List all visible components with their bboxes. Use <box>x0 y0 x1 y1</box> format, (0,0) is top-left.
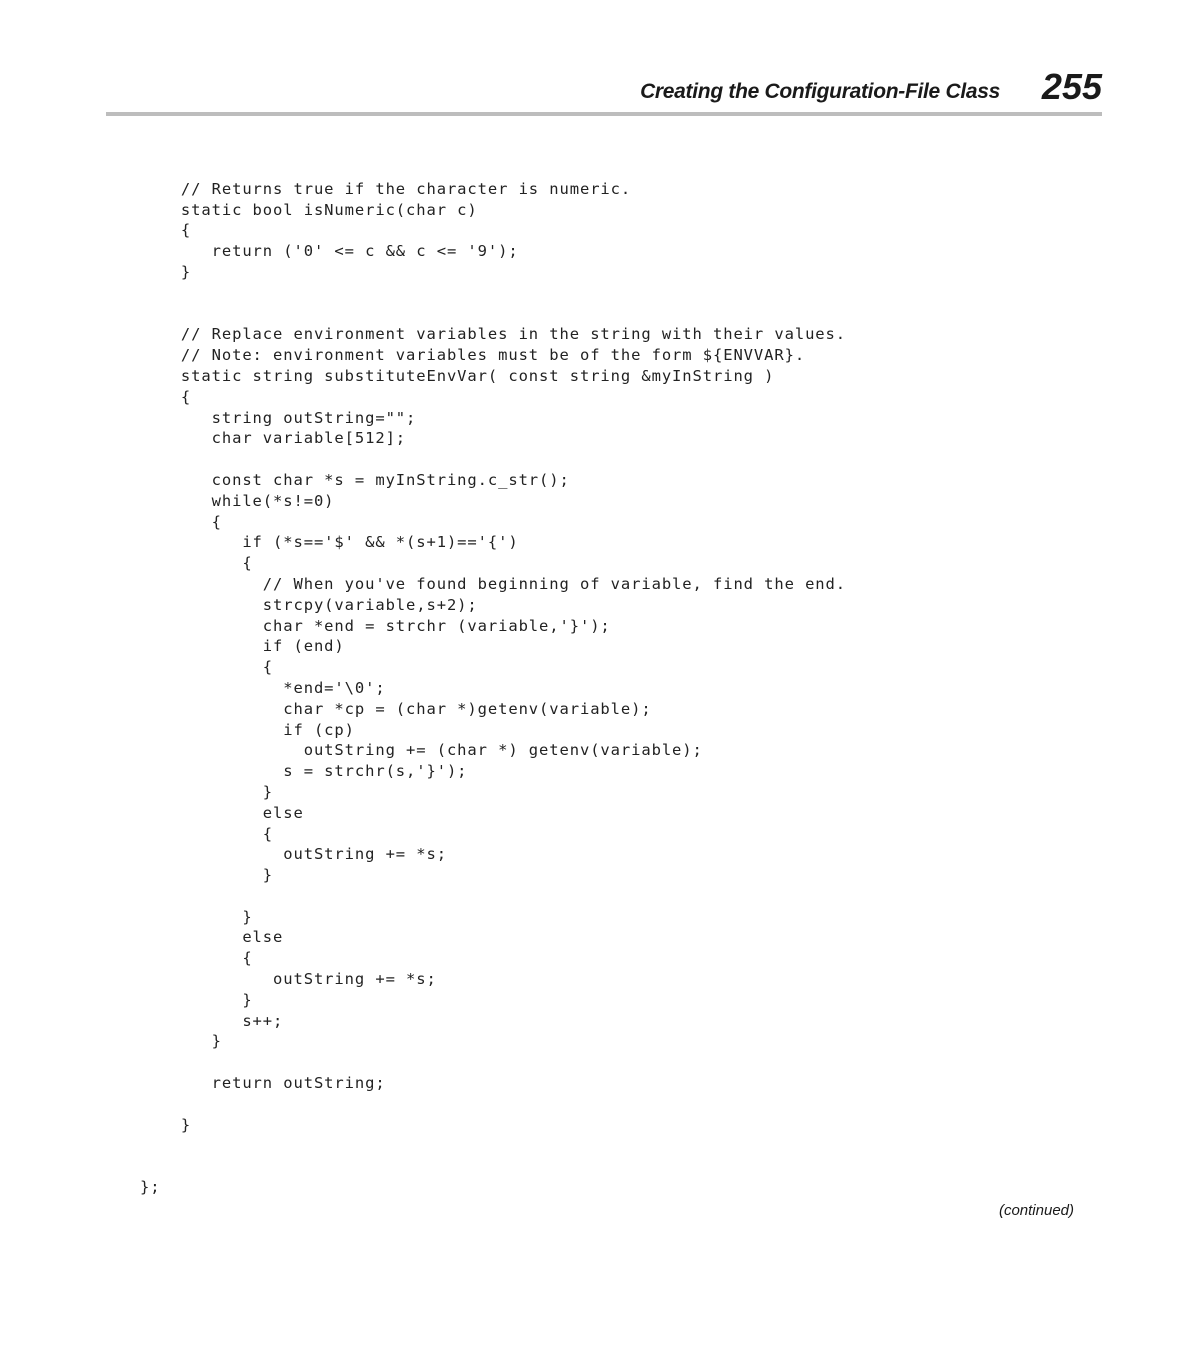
code-line: } <box>140 907 253 926</box>
code-line: // Replace environment variables in the string with their values. <box>140 325 846 344</box>
code-line: { <box>140 512 222 531</box>
code-line: s = strchr(s,'}'); <box>140 762 468 781</box>
code-line <box>140 283 846 304</box>
code-line: { <box>140 658 274 677</box>
code-line: string outString=""; <box>140 408 417 427</box>
code-line: if (end) <box>140 637 345 656</box>
code-line <box>140 304 846 325</box>
code-line: char *cp = (char *)getenv(variable); <box>140 699 652 718</box>
code-line: while(*s!=0) <box>140 491 335 510</box>
code-line <box>140 1094 846 1115</box>
page-number: 255 <box>1041 66 1102 107</box>
page-header <box>106 60 1102 116</box>
code-line: // Note: environment variables must be of the form ${ENVVAR}. <box>140 346 806 365</box>
code-line <box>140 1135 846 1156</box>
code-line: if (cp) <box>140 720 355 739</box>
code-line: return ('0' <= c && c <= '9'); <box>140 242 519 261</box>
code-line: // Returns true if the character is numeric. <box>140 179 632 198</box>
header-rule <box>106 112 1102 116</box>
code-line: outString += *s; <box>140 845 447 864</box>
code-line: } <box>140 1032 222 1051</box>
code-line: char *end = strchr (variable,'}'); <box>140 616 611 635</box>
code-line: } <box>140 990 253 1009</box>
code-line <box>140 449 846 470</box>
code-line: }; <box>140 1178 161 1197</box>
code-line: if (*s=='$' && *(s+1)=='{') <box>140 533 519 552</box>
code-line: return outString; <box>140 1074 386 1093</box>
code-line: static bool isNumeric(char c) <box>140 200 478 219</box>
code-line: { <box>140 387 192 406</box>
code-line: } <box>140 866 274 885</box>
code-line: { <box>140 824 274 843</box>
code-line <box>140 1052 846 1073</box>
code-line: { <box>140 949 253 968</box>
code-line: else <box>140 928 284 947</box>
code-line: *end='\0'; <box>140 678 386 697</box>
code-line: { <box>140 221 192 240</box>
code-line: outString += (char *) getenv(variable); <box>140 741 703 760</box>
code-listing <box>140 158 846 1198</box>
code-line: outString += *s; <box>140 970 437 989</box>
code-line: // When you've found beginning of variable, find the end. <box>140 574 846 593</box>
code-line <box>140 1156 846 1177</box>
code-line <box>140 886 846 907</box>
running-header-title: Creating the Configuration-File Class <box>640 80 1000 103</box>
code-line: } <box>140 262 192 281</box>
code-line <box>140 158 846 179</box>
code-line: static string substituteEnvVar( const string &myInString ) <box>140 366 775 385</box>
code-line: strcpy(variable,s+2); <box>140 595 478 614</box>
code-line: { <box>140 554 253 573</box>
code-line: } <box>140 1115 192 1134</box>
code-line: else <box>140 803 304 822</box>
code-line: const char *s = myInString.c_str(); <box>140 470 570 489</box>
code-line: s++; <box>140 1011 284 1030</box>
code-line: char variable[512]; <box>140 429 407 448</box>
continued-label: (continued) <box>998 1202 1074 1219</box>
code-line: } <box>140 782 274 801</box>
